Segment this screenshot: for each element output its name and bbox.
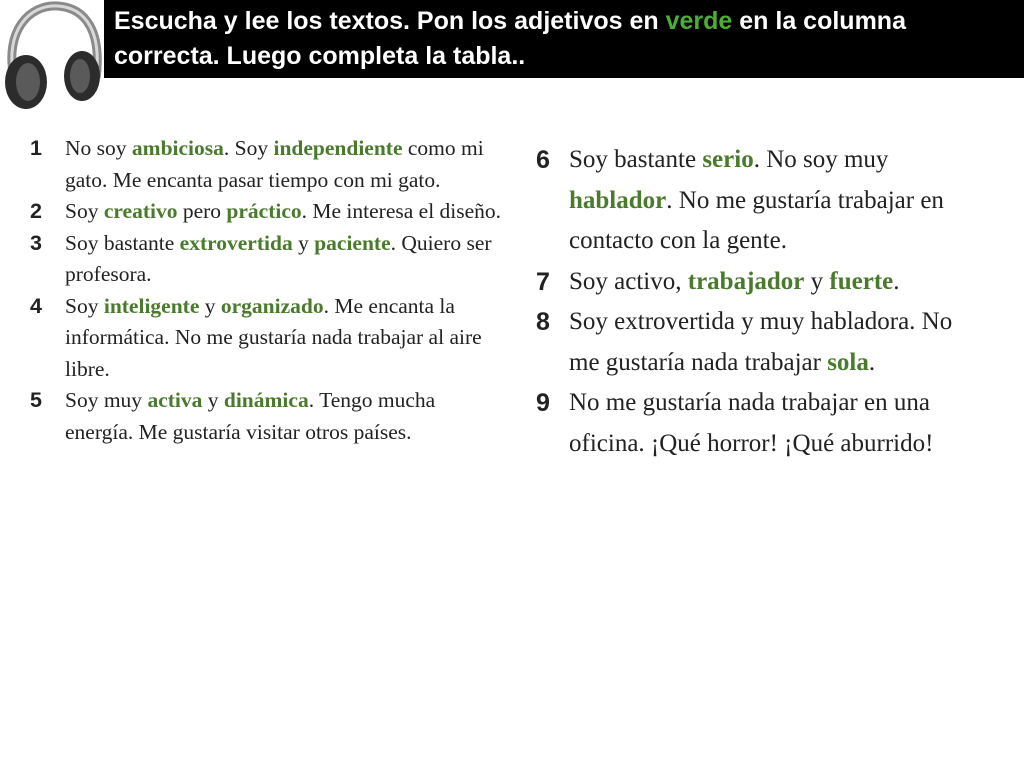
adjective: hablador (569, 186, 667, 214)
item-number: 4 (30, 293, 42, 318)
item-number: 9 (536, 389, 550, 417)
adjective: activa (147, 388, 203, 412)
item-number: 6 (536, 146, 550, 174)
text-item-4 (30, 291, 505, 386)
title-text-1: Escucha y lee los textos. Pon los adjetivos en (114, 7, 666, 35)
texts-column-left (30, 133, 505, 448)
text-segment: Soy activo, (569, 267, 688, 295)
item-number: 8 (536, 308, 550, 336)
title-text-2: en la columna correcta. Luego completa la tabla.. (114, 7, 906, 70)
adjective: inteligente (103, 293, 200, 318)
adjective: extrovertida (179, 230, 293, 255)
text-segment: . Quiero ser profesora. (65, 230, 492, 286)
text-segment: . (868, 348, 876, 376)
item-number: 3 (30, 230, 42, 255)
adjective: serio (702, 146, 754, 173)
text-segment: . (893, 267, 900, 295)
adjective: ambiciosa (131, 136, 224, 160)
text-item-8 (536, 302, 976, 383)
text-segment: y (292, 230, 315, 255)
adjective: independiente (273, 136, 403, 160)
text-item-3 (30, 228, 505, 291)
adjective: práctico (226, 199, 302, 223)
instruction-title (104, 0, 1024, 78)
text-segment: . Me encanta la informática. No me gustaría nada trabajar al aire libre. (65, 293, 482, 381)
text-segment: Soy (65, 199, 104, 223)
text-segment: . No soy muy (753, 146, 889, 173)
text-segment: Soy extrovertida y muy habladora. No me gustaría nada trabajar (569, 308, 953, 376)
text-segment: Soy bastante (65, 230, 180, 255)
text-item-2 (30, 196, 505, 228)
headphones-icon (0, 0, 104, 118)
text-segment: . No me gustaría trabajar en contacto con la gente. (569, 186, 944, 254)
text-item-7 (536, 262, 976, 303)
text-segment: No me gustaría nada trabajar en una oficina. ¡Qué horror! ¡Qué aburrido! (569, 389, 934, 457)
text-segment: y (804, 267, 830, 295)
item-number: 5 (30, 388, 42, 412)
text-segment: . Me interesa el diseño. (301, 199, 502, 223)
adjective: trabajador (687, 267, 805, 295)
texts-column-right (536, 140, 976, 464)
text-segment: y (202, 388, 224, 412)
text-segment: pero (177, 199, 227, 223)
text-segment: Soy (65, 293, 104, 318)
adjective: creativo (103, 199, 178, 223)
text-segment: Soy bastante (569, 146, 703, 173)
text-segment: . Soy (223, 136, 274, 160)
adjective: fuerte (829, 267, 894, 295)
adjective: dinámica (223, 388, 309, 412)
adjective: organizado (220, 293, 324, 318)
text-item-6 (536, 140, 976, 262)
item-number: 1 (30, 136, 42, 160)
adjective: sola (827, 348, 869, 376)
text-segment: como mi gato. Me encanta pasar tiempo con mi gato. (65, 136, 484, 192)
item-number: 2 (30, 199, 42, 223)
title-highlight: verde (665, 7, 733, 35)
text-item-5 (30, 385, 505, 448)
text-item-9 (536, 383, 976, 464)
adjective: paciente (314, 230, 391, 255)
text-segment: . Tengo mucha energía. Me gustaría visitar otros países. (65, 388, 436, 444)
item-number: 7 (536, 267, 550, 296)
text-item-1 (30, 133, 505, 196)
text-segment: No soy (65, 136, 132, 160)
text-segment: Soy muy (65, 388, 148, 412)
text-segment: y (199, 293, 221, 318)
